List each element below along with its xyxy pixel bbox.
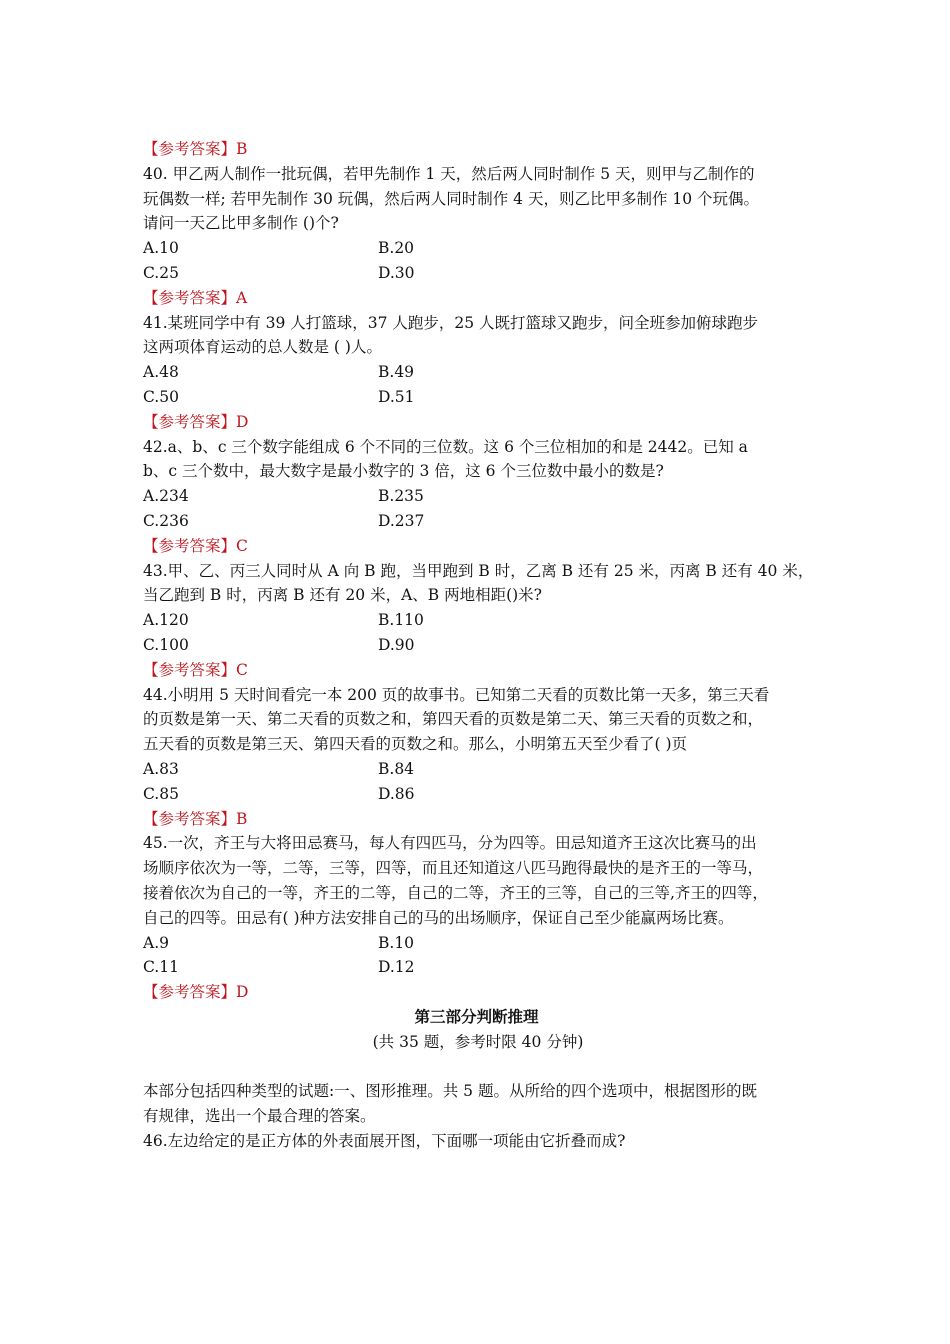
option-c: C.236	[143, 511, 189, 530]
question-44	[143, 683, 813, 832]
question-text-line: 五天看的页数是第三天、第四天看的页数之和。那么，小明第五天至少看了( )页	[143, 735, 688, 754]
options-row	[143, 360, 813, 385]
option-a: A.83	[143, 759, 179, 778]
section-intro-line: 本部分包括四种类型的试题:一、图形推理。共 5 题。从所给的四个选项中，根据图形的既	[143, 1082, 757, 1101]
option-b: B.84	[378, 759, 415, 778]
question-text-line: 45.一次，齐王与大将田忌赛马，每人有四匹马，分为四等。田忌知道齐王这次比赛马的出	[143, 834, 757, 853]
question-43	[143, 559, 813, 683]
answer-key: 【参考答案】C	[143, 660, 248, 679]
option-a: A.234	[143, 487, 189, 506]
option-c: C.11	[143, 958, 179, 977]
option-b: B.110	[378, 611, 424, 630]
option-a: A.10	[143, 239, 179, 258]
options-row	[143, 509, 813, 534]
option-d: D.90	[378, 635, 415, 654]
question-text-line: 场顺序依次为一等，二等，三等，四等，而且还知道这八匹马跑得最快的是齐王的一等马，	[143, 859, 764, 878]
option-d: D.51	[378, 387, 415, 406]
option-b: B.20	[378, 239, 415, 258]
option-a: A.120	[143, 611, 189, 630]
option-d: D.12	[378, 958, 415, 977]
question-text-line: 接着依次为自己的一等，齐王的二等，自己的二等，齐王的三等，自己的三等,齐王的四等，	[143, 883, 768, 902]
question-45	[143, 831, 813, 1005]
question-text-line: 40. 甲乙两人制作一批玩偶，若甲先制作 1 天，然后两人同时制作 5 天，则甲与乙制作的	[143, 164, 755, 183]
answer-key: 【参考答案】D	[143, 983, 249, 1002]
question-text-line: 玩偶数一样; 若甲先制作 30 玩偶，然后两人同时制作 4 天，则乙比甲多制作 10 个玩偶。	[143, 189, 760, 208]
options-row	[143, 931, 813, 956]
options-row	[143, 757, 813, 782]
options-row	[143, 261, 813, 286]
question-42	[143, 435, 813, 559]
question-text-line: 的页数是第一天、第二天看的页数之和，第四天看的页数是第二天、第三天看的页数之和，	[143, 710, 764, 729]
question-text-line: 44.小明用 5 天时间看完一本 200 页的故事书。已知第二天看的页数比第一天多，第三天看	[143, 685, 770, 704]
question-text-line: 当乙跑到 B 时，丙离 B 还有 20 米，A、B 两地相距()米?	[143, 586, 542, 605]
option-c: C.85	[143, 784, 179, 803]
section-intro-line: 有规律，选出一个最合理的答案。	[143, 1107, 376, 1126]
option-d: D.237	[378, 511, 425, 530]
blank-line	[143, 1054, 813, 1079]
question-text-line: 这两项体育运动的总人数是 ( )人。	[143, 338, 382, 357]
option-c: C.50	[143, 387, 179, 406]
answer-key: 【参考答案】D	[143, 412, 249, 431]
answer-key: 【参考答案】C	[143, 536, 248, 555]
answer-key-39: 【参考答案】B	[143, 140, 248, 158]
option-a: A.48	[143, 363, 179, 382]
question-text-line: b、c 三个数中，最大数字是最小数字的 3 倍，这 6 个三位数中最小的数是?	[143, 462, 664, 481]
question-text-line: 41.某班同学中有 39 人打篮球，37 人跑步，25 人既打篮球又跑步，问全班参加俯球跑步	[143, 313, 759, 332]
option-b: B.10	[378, 933, 415, 952]
options-row	[143, 955, 813, 980]
options-row	[143, 608, 813, 633]
option-d: D.86	[378, 784, 415, 803]
option-b: B.235	[378, 487, 424, 506]
option-c: C.100	[143, 635, 189, 654]
options-row	[143, 385, 813, 410]
question-text-line: 请问一天乙比甲多制作 ()个?	[143, 214, 339, 233]
options-row	[143, 633, 813, 658]
options-row	[143, 484, 813, 509]
option-c: C.25	[143, 263, 179, 282]
option-d: D.30	[378, 263, 415, 282]
question-40	[143, 162, 813, 311]
answer-key: 【参考答案】B	[143, 809, 248, 828]
options-row	[143, 236, 813, 261]
question-text-line: 自己的四等。田忌有( )种方法安排自己的马的出场顺序，保证自己至少能赢两场比赛。	[143, 908, 734, 927]
options-row	[143, 782, 813, 807]
question-text-line: 43.甲、乙、丙三人同时从 A 向 B 跑，当甲跑到 B 时，乙离 B 还有 25 米，丙离 B 还有 40 米，	[143, 561, 814, 580]
answer-key: 【参考答案】A	[143, 288, 248, 307]
option-a: A.9	[143, 933, 169, 952]
question-text-line: 42.a、b、c 三个数字能组成 6 个不同的三位数。这 6 个三位相加的和是 2442。已知 a	[143, 437, 748, 456]
section-subtitle: (共 35 题，参考时限 40 分钟)	[372, 1032, 584, 1051]
question-41	[143, 311, 813, 435]
section-title: 第三部分判断推理	[414, 1006, 539, 1026]
option-b: B.49	[378, 363, 415, 382]
document-page	[143, 137, 813, 1154]
question-46-text: 46.左边给定的是正方体的外表面展开图，下面哪一项能由它折叠而成?	[143, 1131, 626, 1150]
